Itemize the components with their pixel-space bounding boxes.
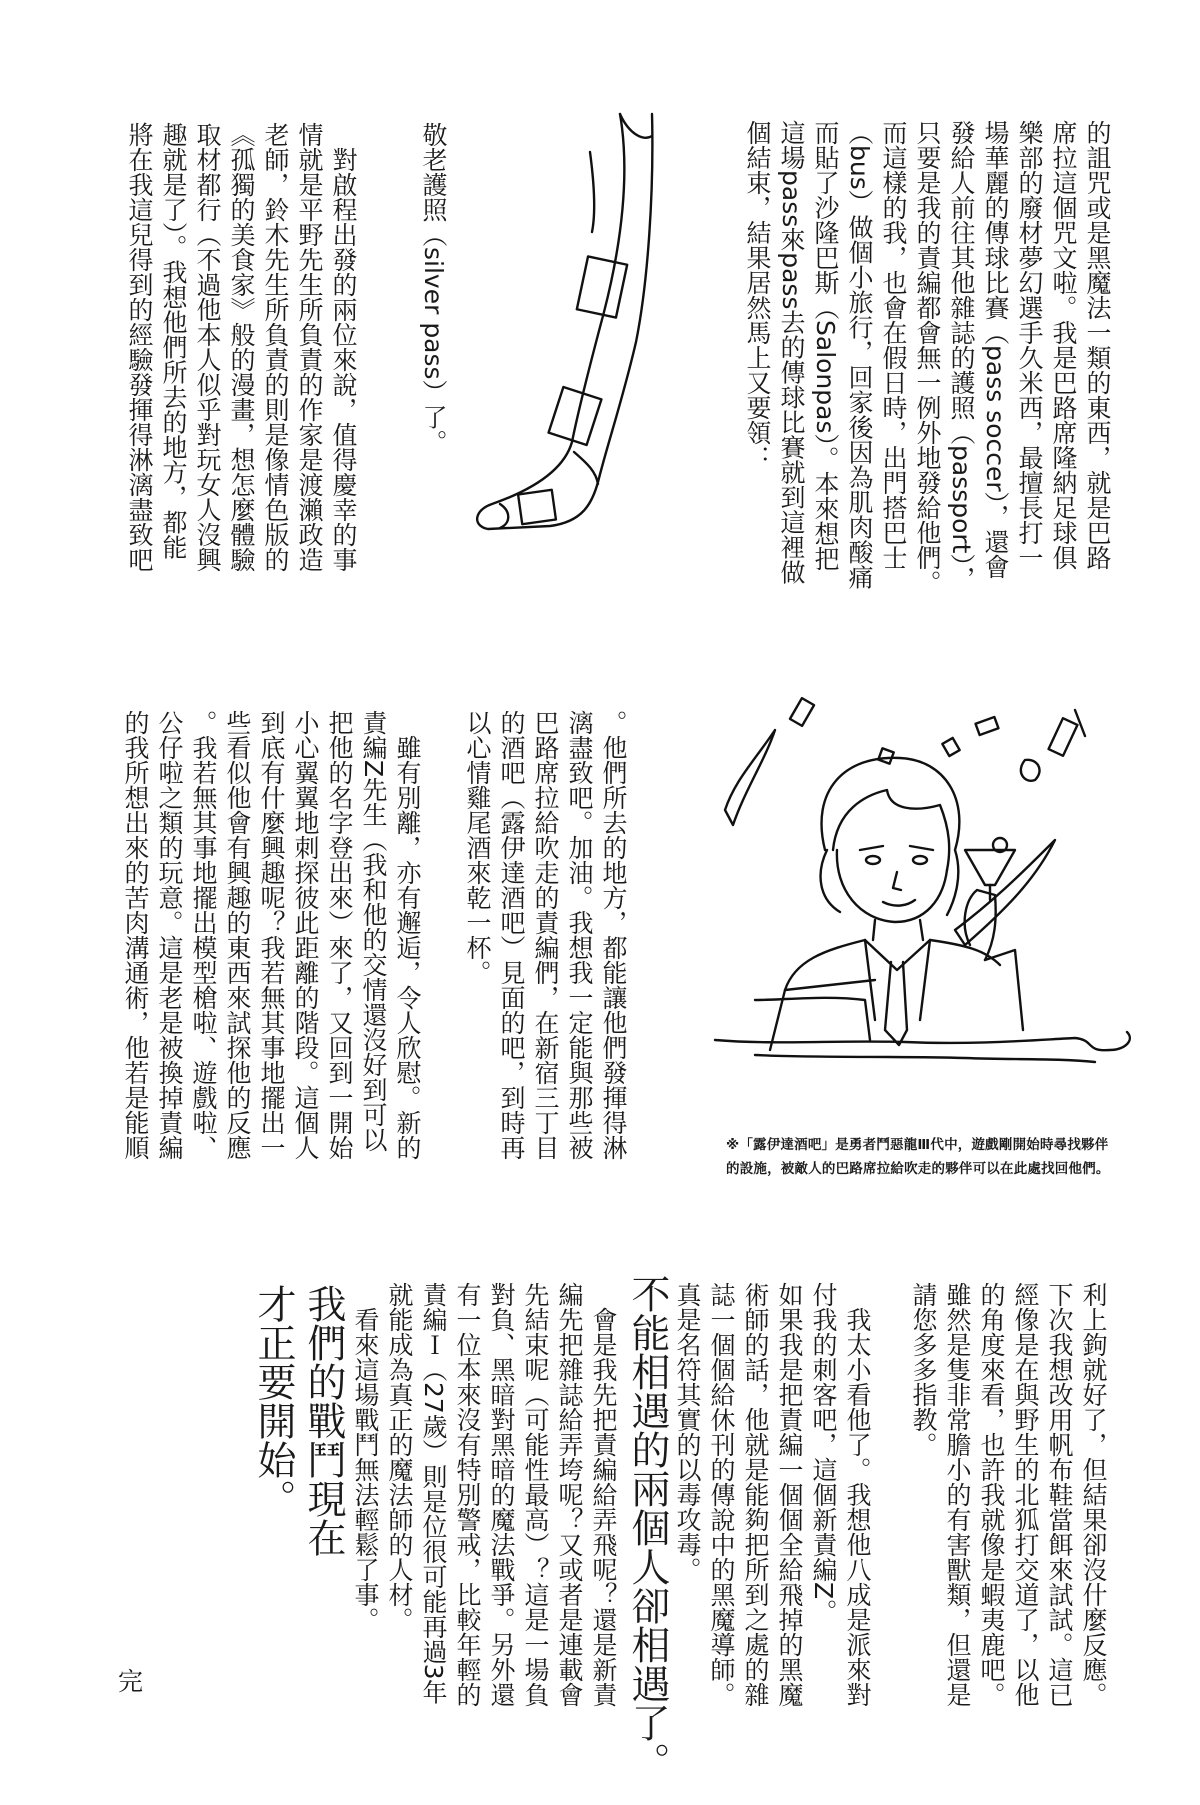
text-column: 如果我是把責編一個個全給飛掉的黑魔	[775, 1282, 804, 1707]
text-column: 小心翼翼地刺探彼此距離的階段。這個人	[291, 710, 320, 1160]
text-column: 雖然是隻非常膽小的有害獸類，但還是	[943, 1282, 972, 1707]
leg-with-sock-illustration	[470, 112, 660, 532]
text-column: 這場pass來pass去的傳球比賽就到這裡做	[777, 120, 806, 585]
text-column: 而這樣的我，也會在假日時，出門搭巴士	[879, 120, 908, 570]
text-column: 的角度來看，也許我就像是蝦夷鹿吧。	[977, 1282, 1006, 1707]
text-column: 席拉這個咒文啦。我是巴路席隆納足球俱	[1049, 120, 1078, 570]
text-block-top-left	[122, 122, 360, 572]
text-column: 而貼了沙隆巴斯（Salonpas）。本來想把	[811, 120, 840, 571]
text-column: 樂部的廢材夢幻選手久米西，最擅長打一	[1015, 120, 1044, 570]
closing-headline-line-1: 我們的戰鬥現在	[301, 1284, 346, 1557]
text-column: 真是名符其實的以毒攻毒。	[673, 1282, 702, 1582]
text-block-top-left-lead	[416, 122, 450, 455]
bar-toast-illustration	[715, 700, 1135, 1090]
text-block-middle-right	[460, 710, 630, 1160]
text-column: （bus）做個小旅行，回家後因為肌肉酸痛	[845, 120, 874, 590]
text-column: 會是我先把責編給弄飛呢？還是新責	[589, 1282, 618, 1707]
text-column: 就能成為真正的魔法師的人材。	[385, 1282, 414, 1632]
text-column: 以心情雞尾酒來乾一杯。	[463, 710, 492, 985]
text-column: 情就是平野先生所負責的作家是渡瀨政造	[295, 122, 324, 572]
text-column: 對啟程出發的兩位來說，值得慶幸的事	[329, 122, 358, 572]
text-column: 。他們所去的地方，都能讓他們發揮得淋	[599, 710, 628, 1160]
text-column: 取材都行（不過他本人似乎對玩女人沒興	[193, 122, 222, 572]
text-block-middle-left	[118, 710, 424, 1160]
text-column: 只要是我的責編都會無一例外地發給他們。	[913, 120, 942, 595]
text-column: 趣就是了）。我想他們所去的地方，都能	[159, 122, 188, 560]
caption-line-2: 的設施，被敵人的巴路席拉給吹走的夥伴可以在此處找回他們。	[726, 1161, 1110, 1177]
text-column: 敬老護照（silver pass）了。	[419, 122, 448, 455]
text-column: 雖有別離，亦有邂逅，令人欣慰。新的	[393, 710, 422, 1160]
text-column: 責編Z先生（我和他的交情還沒好到可以	[359, 710, 388, 1153]
text-column: 有一位本來沒有特別警戒，比較年輕的	[453, 1282, 482, 1707]
text-column: 到底有什麼興趣呢？我若無其事地擺出一	[257, 710, 286, 1160]
text-column: 下次我想改用帆布鞋當餌來試試。這已	[1045, 1282, 1074, 1707]
text-column: 發給人前往其他雜誌的護照（passport），	[947, 120, 976, 591]
text-column: 看來這場戰鬥無法輕鬆了事。	[351, 1282, 380, 1632]
text-block-bottom-b	[670, 1282, 874, 1707]
text-column: 個結束，結果居然馬上又要領：	[743, 120, 772, 470]
text-column: 公仔啦之類的玩意。這是老是被換掉責編	[155, 710, 184, 1160]
text-column: 請您多多指教。	[909, 1282, 938, 1457]
closing-headline-line-2: 才正要開始。	[251, 1284, 296, 1518]
text-column: 編先把雜誌給弄垮呢？又或者是連載會	[555, 1282, 584, 1707]
text-column: 把他的名字登出來）來了，又回到一開始	[325, 710, 354, 1160]
text-column: 經像是在與野生的北狐打交道了，以他	[1011, 1282, 1040, 1707]
text-block-top-right	[740, 120, 1114, 595]
text-column: 對負、黑暗對黑暗的魔法戰爭。另外還	[487, 1282, 516, 1707]
text-column: 場華麗的傳球比賽（pass soccer），還會	[981, 120, 1010, 580]
text-block-bottom-c	[348, 1282, 620, 1707]
text-column: 些看似他會有興趣的東西來試探他的反應	[223, 710, 252, 1160]
illustration-caption	[726, 1133, 1110, 1181]
text-column: 。我若無其事地擺出模型槍啦、遊戲啦、	[189, 710, 218, 1160]
text-column: 《孤獨的美食家》般的漫畫，想怎麼體驗	[227, 122, 256, 572]
text-column: 責編Ｉ（27歲）則是位很可能再過3年	[419, 1282, 448, 1705]
text-block-bottom-a	[906, 1282, 1110, 1707]
text-column: 的我所想出來的苦肉溝通術，他若是能順	[121, 710, 150, 1160]
text-column: 巴路席拉給吹走的責編們，在新宿三丁目	[531, 710, 560, 1160]
text-column: 利上鉤就好了，但結果卻沒什麼反應。	[1079, 1282, 1108, 1707]
caption-line-1: ※「露伊達酒吧」是勇者鬥惡龍Ⅲ代中，遊戲剛開始時尋找夥伴	[726, 1137, 1109, 1153]
text-column: 誌一個個給休刊的傳說中的黑魔導師。	[707, 1282, 736, 1707]
text-column: 付我的刺客吧，這個新責編Z。	[809, 1282, 838, 1625]
headline-unexpected-meeting: 不能相遇的兩個人卻相遇了。	[625, 1274, 670, 1781]
text-column: 先結束呢（可能性最高）？這是一場負	[521, 1282, 550, 1707]
end-mark: 完	[118, 1667, 144, 1696]
text-column: 的酒吧（露伊達酒吧）見面的吧，到時再	[497, 710, 526, 1160]
text-column: 術師的話，他就是能夠把所到之處的雜	[741, 1282, 770, 1707]
text-column: 老師，鈴木先生所負責的則是像情色版的	[261, 122, 290, 572]
text-column: 將在我這兒得到的經驗發揮得淋漓盡致吧	[125, 122, 154, 572]
text-column: 漓盡致吧。加油。我想我一定能與那些被	[565, 710, 594, 1160]
text-column: 我太小看他了。我想他八成是派來對	[843, 1282, 872, 1707]
text-column: 的詛咒或是黑魔法一類的東西，就是巴路	[1083, 120, 1112, 570]
